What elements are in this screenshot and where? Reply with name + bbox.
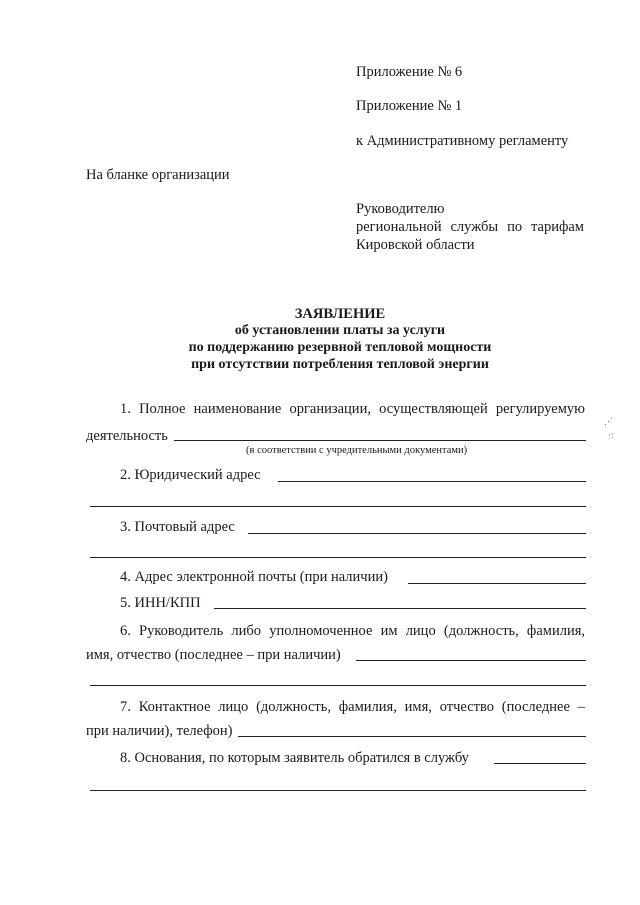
item-6-text: 6. Руководитель либо уполномоченное им лицо (должность, фамилия,: [120, 623, 585, 639]
item-7-label: при наличии), телефон): [86, 723, 233, 739]
item-2-field-continued[interactable]: [90, 506, 586, 507]
addressee-line-2: региональной службы по тарифам: [356, 219, 584, 235]
addressee-line-3: Кировской области: [356, 237, 475, 253]
item-3-label: 3. Почтовый адрес: [120, 519, 235, 535]
appendix-1-label: Приложение № 1: [356, 98, 463, 114]
title-line-2: по поддержанию резервной тепловой мощности: [188, 340, 492, 355]
scan-artifact: ·:: [608, 430, 614, 440]
item-1-field[interactable]: [174, 440, 586, 441]
item-1-hint: (в соответствии с учредительными документами): [246, 445, 468, 456]
appendix-6-label: Приложение № 6: [356, 64, 463, 80]
item-5-label: 5. ИНН/КПП: [120, 595, 201, 611]
title-line-3: при отсутствии потребления тепловой энергии: [191, 357, 489, 372]
item-2-field[interactable]: [278, 481, 586, 482]
regulation-reference: к Административному регламенту: [356, 133, 569, 149]
document-title: ЗАЯВЛЕНИЕ: [294, 306, 386, 322]
item-4-field[interactable]: [408, 583, 586, 584]
item-3-field-continued[interactable]: [90, 557, 586, 558]
item-8-field-continued[interactable]: [90, 790, 586, 791]
scan-artifact: ⋰: [604, 416, 613, 426]
item-8-label: 8. Основания, по которым заявитель обратился в службу: [120, 750, 469, 766]
letterhead-note: На бланке организации: [86, 167, 230, 183]
title-line-1: об установлении платы за услуги: [234, 323, 446, 338]
item-1-label: деятельность: [86, 428, 168, 444]
item-6-label: имя, отчество (последнее – при наличии): [86, 647, 341, 663]
item-7-text: 7. Контактное лицо (должность, фамилия, имя, отчество (последнее –: [120, 699, 585, 715]
item-5-field[interactable]: [214, 608, 586, 609]
item-1-text: 1. Полное наименование организации, осуществляющей регулируемую: [120, 401, 585, 417]
item-6-field-continued[interactable]: [90, 685, 586, 686]
addressee-line-1: Руководителю: [356, 201, 445, 217]
item-6-field[interactable]: [356, 660, 586, 661]
item-4-label: 4. Адрес электронной почты (при наличии): [120, 569, 388, 585]
item-7-field[interactable]: [238, 736, 586, 737]
item-8-field[interactable]: [494, 763, 586, 764]
item-2-label: 2. Юридический адрес: [120, 467, 261, 483]
item-3-field[interactable]: [248, 533, 586, 534]
